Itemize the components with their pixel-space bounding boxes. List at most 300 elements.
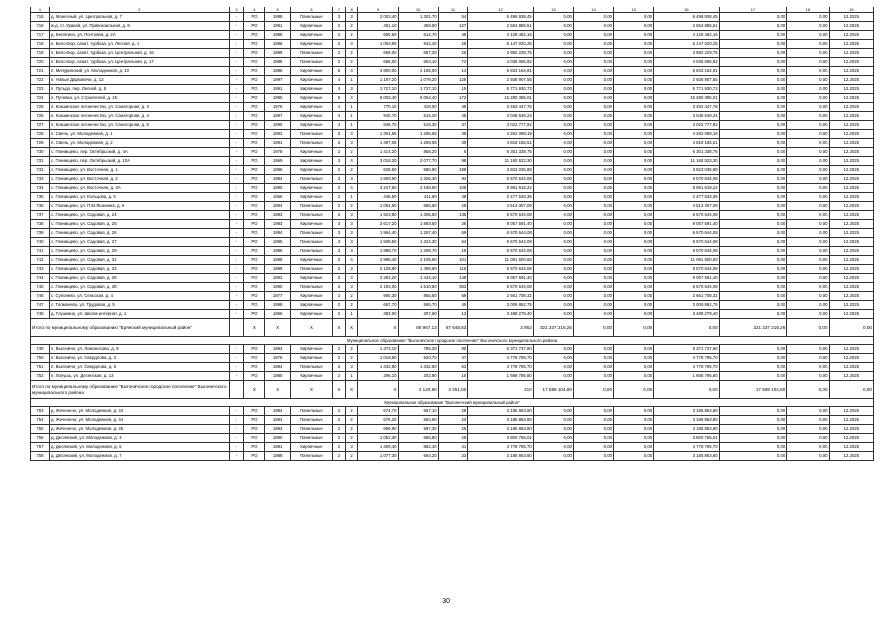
total-cell: 0,00 xyxy=(614,381,654,399)
table-cell: 2 xyxy=(333,443,346,452)
table-cell: Кирпичные xyxy=(290,112,332,121)
table-cell: 3 xyxy=(345,220,358,229)
table-cell: 734 xyxy=(31,184,50,193)
table-cell: 12.2025 xyxy=(829,247,873,256)
table-cell: 1 442,10 xyxy=(398,274,438,283)
table-cell: 0,00 xyxy=(787,443,829,452)
table-cell: 12.2025 xyxy=(829,103,873,112)
table-cell: 6 570 644,08 xyxy=(654,283,719,292)
address-cell: п. Кокшинское лесничество, ул. Санаторная, д. 3 xyxy=(50,103,230,112)
table-row xyxy=(31,292,874,301)
table-cell: 730 xyxy=(31,148,50,157)
table-cell: 0,00 xyxy=(533,283,573,292)
table-cell: РО xyxy=(244,22,265,31)
section-header-row xyxy=(31,337,874,345)
table-cell: 8 961 618,22 xyxy=(468,184,533,193)
table-cell: 12.2025 xyxy=(829,22,873,31)
table-cell: 2 003,40 xyxy=(358,13,398,22)
table-cell: 1 727,10 xyxy=(398,85,438,94)
table-cell: 6 570 644,08 xyxy=(468,238,533,247)
table-cell: РО xyxy=(244,434,265,443)
table-cell: 59 xyxy=(438,292,468,301)
table-cell: 0,00 xyxy=(533,274,573,283)
table-row xyxy=(31,13,874,22)
table-cell: 12.2025 xyxy=(829,345,873,354)
table-cell: 6 570 644,08 xyxy=(468,211,533,220)
table-cell: 0,00 xyxy=(533,363,573,372)
table-row xyxy=(31,184,874,193)
table-cell: 1984 xyxy=(265,425,290,434)
table-cell: 4 xyxy=(345,256,358,265)
table-cell: 1983 xyxy=(265,220,290,229)
table-cell: 0,00 xyxy=(787,292,829,301)
table-cell: 3 048 649,24 xyxy=(468,112,533,121)
column-number-cell: 8 xyxy=(345,7,358,13)
table-cell: 724 xyxy=(31,94,50,103)
table-cell: 0,00 xyxy=(533,130,573,139)
table-cell: 4 xyxy=(333,85,346,94)
total-cell xyxy=(229,381,244,399)
table-cell: 4 xyxy=(333,103,346,112)
table-cell: 3 489 279,40 xyxy=(654,310,719,319)
table-cell: 3 xyxy=(345,265,358,274)
table-cell: 1 xyxy=(345,76,358,85)
address-cell: с. Глинищево, ул. Садовая, д. 36 xyxy=(50,274,230,283)
table-cell: 0,00 xyxy=(787,76,829,85)
table-cell: 586,90 xyxy=(398,166,438,175)
table-cell: 26 xyxy=(438,202,468,211)
table-cell: 0,00 xyxy=(719,94,787,103)
table-cell: 735 xyxy=(31,193,50,202)
table-cell: 2 xyxy=(333,407,346,416)
table-cell: РО xyxy=(244,292,265,301)
table-cell: 0,00 xyxy=(787,283,829,292)
table-cell: 1 893,60 xyxy=(398,220,438,229)
table-cell: 12.2025 xyxy=(829,40,873,49)
table-cell: 0,00 xyxy=(533,139,573,148)
table-cell: 5 xyxy=(333,67,346,76)
table-cell: 0,00 xyxy=(614,363,654,372)
table-cell: 720 xyxy=(31,58,50,67)
table-cell: 0,00 xyxy=(719,130,787,139)
table-cell: 0,00 xyxy=(614,175,654,184)
table-cell: 653,10 xyxy=(398,58,438,67)
table-cell: - xyxy=(229,220,244,229)
table-cell: 5 771 930,73 xyxy=(654,85,719,94)
column-number-cell: 10 xyxy=(398,7,438,13)
table-cell: 2 xyxy=(333,425,346,434)
table-cell: 748 xyxy=(31,310,50,319)
column-number-cell: 6 xyxy=(290,7,332,13)
table-cell: 0,00 xyxy=(719,58,787,67)
table-cell: 9 057 591,40 xyxy=(468,220,533,229)
table-cell: 0,00 xyxy=(614,157,654,166)
address-cell: д. Глушкино, ул. Школа-интернат, д. 1 xyxy=(50,310,230,319)
table-cell: 4 778 795,70 xyxy=(468,363,533,372)
address-cell: п. Бело-Бор, санат. турбаза, ул. Центральная, д. 17 xyxy=(50,58,230,67)
total-cell: 67 648,83 xyxy=(438,319,468,337)
table-cell: 6 570 644,08 xyxy=(468,229,533,238)
table-cell: 0,00 xyxy=(719,443,787,452)
table-cell: 6 570 644,08 xyxy=(468,247,533,256)
table-cell: 733 xyxy=(31,175,50,184)
table-cell: 740 xyxy=(31,238,50,247)
table-cell: 1 269,08 xyxy=(398,139,438,148)
table-cell: 1991 xyxy=(265,139,290,148)
table-cell: - xyxy=(229,76,244,85)
table-cell: 751 xyxy=(31,363,50,372)
table-cell: 45 xyxy=(438,301,468,310)
table-cell: 739 xyxy=(31,229,50,238)
table-cell: 0,00 xyxy=(573,274,613,283)
table-cell: 1 923,80 xyxy=(358,211,398,220)
table-cell: 1997 xyxy=(265,112,290,121)
table-cell: 9 057 591,40 xyxy=(654,220,719,229)
table-cell: 12.2025 xyxy=(829,202,873,211)
table-cell: 1 305,60 xyxy=(398,211,438,220)
table-cell: 0,00 xyxy=(614,76,654,85)
table-cell: 0,00 xyxy=(614,184,654,193)
table-cell: 5 771 930,73 xyxy=(468,85,533,94)
column-number-cell: 18 xyxy=(787,7,829,13)
table-row xyxy=(31,148,874,157)
table-cell: 0,00 xyxy=(787,157,829,166)
table-cell: 0,00 xyxy=(614,67,654,76)
table-cell: 41 xyxy=(438,443,468,452)
table-cell: РО xyxy=(244,139,265,148)
table-cell: 12.2025 xyxy=(829,310,873,319)
table-cell: 2 xyxy=(345,434,358,443)
table-cell: 6 570 644,08 xyxy=(468,283,533,292)
table-cell: 0,00 xyxy=(614,166,654,175)
table-cell: 0,00 xyxy=(787,85,829,94)
table-cell: 0,00 xyxy=(533,58,573,67)
table-cell: - xyxy=(229,166,244,175)
table-cell: 3 185 863,80 xyxy=(654,452,719,461)
table-cell: 13 xyxy=(438,310,468,319)
table-cell: 0,00 xyxy=(533,94,573,103)
table-cell: - xyxy=(229,274,244,283)
table-row xyxy=(31,193,874,202)
table-cell: 721 xyxy=(31,67,50,76)
table-row xyxy=(31,434,874,443)
table-cell: 2 617,20 xyxy=(358,220,398,229)
table-cell: 3 xyxy=(345,443,358,452)
table-cell: - xyxy=(229,67,244,76)
table-cell: 6 371 737,60 xyxy=(468,345,533,354)
table-cell: 4 818 165,51 xyxy=(654,139,719,148)
table-cell: 2 xyxy=(345,407,358,416)
table-cell: 2 xyxy=(333,416,346,425)
table-cell: 1 324,30 xyxy=(398,238,438,247)
table-cell: 0,00 xyxy=(787,139,829,148)
address-cell: с. Супонево, ул. Сельская, д. 4 xyxy=(50,292,230,301)
table-cell: 1 063,90 xyxy=(358,40,398,49)
table-cell: РО xyxy=(244,40,265,49)
table-cell: 4 778 795,70 xyxy=(468,443,533,452)
table-row xyxy=(31,76,874,85)
table-cell: 0,00 xyxy=(787,301,829,310)
table-cell: 12.2025 xyxy=(829,130,873,139)
table-cell: 1 094,60 xyxy=(358,202,398,211)
table-row xyxy=(31,452,874,461)
table-cell: 0,00 xyxy=(787,148,829,157)
table-cell: 750 xyxy=(31,354,50,363)
table-cell: РО xyxy=(244,452,265,461)
table-cell: 63 xyxy=(438,363,468,372)
table-cell: РО xyxy=(244,175,265,184)
table-cell: 12.2025 xyxy=(829,256,873,265)
table-cell: 0,00 xyxy=(533,193,573,202)
address-cell: с. Толмачево, ул. Трудовая, д. 5 xyxy=(50,301,230,310)
table-cell: 0,00 xyxy=(573,345,613,354)
table-cell: 0,00 xyxy=(533,202,573,211)
table-cell: 2 xyxy=(345,301,358,310)
table-cell: 0,00 xyxy=(533,184,573,193)
address-cell: п. Выгоничи, ул. Ломоносова, д. 9 xyxy=(50,345,230,354)
table-cell: 0,00 xyxy=(533,238,573,247)
table-cell: 3 xyxy=(333,13,346,22)
table-cell: 1990 xyxy=(265,184,290,193)
table-cell: 12.2025 xyxy=(829,85,873,94)
table-cell: 12.2025 xyxy=(829,139,873,148)
table-cell: - xyxy=(229,345,244,354)
table-cell: 94 xyxy=(438,175,468,184)
table-cell: 0,00 xyxy=(614,292,654,301)
column-number-cell: 9 xyxy=(358,7,398,13)
table-cell: 1986 xyxy=(265,166,290,175)
table-cell: 12.2025 xyxy=(829,184,873,193)
table-cell: 1989 xyxy=(265,452,290,461)
table-cell: 1 299,70 xyxy=(398,247,438,256)
table-cell: 12.2025 xyxy=(829,13,873,22)
table-cell: 743 xyxy=(31,265,50,274)
total-cell: X xyxy=(244,381,265,399)
table-cell: РО xyxy=(244,211,265,220)
table-cell: 4 778 795,70 xyxy=(468,354,533,363)
address-cell: ж.д. ст. Уракай, ул. Привокзальная, д. 8 xyxy=(50,22,230,31)
table-cell: 0,00 xyxy=(533,157,573,166)
table-cell: 1 018,90 xyxy=(358,354,398,363)
total-cell: 86 967,13 xyxy=(398,319,438,337)
address-cell: д. Десянский, ул. Молодежная, д. 3 xyxy=(50,434,230,443)
table-cell: 1986 xyxy=(265,67,290,76)
table-cell: 3 xyxy=(345,247,358,256)
table-row xyxy=(31,416,874,425)
table-cell: 718 xyxy=(31,40,50,49)
table-row xyxy=(31,22,874,31)
table-cell: 0,00 xyxy=(533,49,573,58)
address-cell: с. Глинищево, ул. Восточная, д. 2 xyxy=(50,175,230,184)
table-cell: 0,00 xyxy=(573,67,613,76)
table-cell: 0,00 xyxy=(614,193,654,202)
table-cell: Кирпичные xyxy=(290,220,332,229)
address-cell: п. Бело-Бор, санат. турбаза, ул. Центральная, д. 16 xyxy=(50,49,230,58)
table-cell: 674,70 xyxy=(358,407,398,416)
table-cell: 0,00 xyxy=(719,220,787,229)
table-cell: 3 982 229,75 xyxy=(654,49,719,58)
table-cell: 0,00 xyxy=(533,229,573,238)
table-cell: 0,00 xyxy=(787,425,829,434)
table-cell: 15 280 385,01 xyxy=(654,94,719,103)
column-number-cell: 17 xyxy=(719,7,787,13)
table-cell: 6 570 644,08 xyxy=(654,175,719,184)
table-cell: 3 xyxy=(333,175,346,184)
table-cell: 0,00 xyxy=(573,211,613,220)
table-cell: 1989 xyxy=(265,265,290,274)
table-cell: 594,60 xyxy=(398,416,438,425)
table-cell: 1 332,60 xyxy=(398,363,438,372)
table-cell: 3 452 447,78 xyxy=(654,103,719,112)
total-cell: 3 251,00 xyxy=(438,381,468,399)
address-cell: с. Глинищево, ул. Садовая, д. 33 xyxy=(50,265,230,274)
table-cell: 1976 xyxy=(265,354,290,363)
address-cell: с. Глинищево, ул. Садовая, д. 24 xyxy=(50,211,230,220)
table-cell: Панельные xyxy=(290,452,332,461)
table-cell: 0,00 xyxy=(533,13,573,22)
table-cell: 3 022 777,92 xyxy=(654,121,719,130)
table-cell: 2 661 708,32 xyxy=(654,292,719,301)
table-cell: 0,00 xyxy=(719,121,787,130)
address-cell: с. Глинищево, ул. Садовая, д. 26 xyxy=(50,229,230,238)
table-cell: РО xyxy=(244,265,265,274)
table-cell: Панельные xyxy=(290,175,332,184)
table-cell: 0,00 xyxy=(533,416,573,425)
table-cell: 0,00 xyxy=(573,247,613,256)
table-cell: 0,00 xyxy=(787,166,829,175)
table-cell: 1990 xyxy=(265,434,290,443)
table-cell: 0,00 xyxy=(573,238,613,247)
table-cell: 3 xyxy=(333,130,346,139)
table-cell: 3 xyxy=(345,175,358,184)
table-cell: 0,00 xyxy=(533,310,573,319)
table-cell: 202,80 xyxy=(398,372,438,381)
table-cell: 0,00 xyxy=(573,372,613,381)
table-cell: - xyxy=(229,13,244,22)
total-cell: 0,00 xyxy=(829,381,873,399)
column-number-cell: 15 xyxy=(614,7,654,13)
table-cell: 2 xyxy=(345,452,358,461)
table-row xyxy=(31,112,874,121)
table-cell: 3 489 279,40 xyxy=(468,310,533,319)
table-cell: 26 xyxy=(438,220,468,229)
table-cell: 3 xyxy=(345,238,358,247)
table-cell: 98 xyxy=(438,157,468,166)
table-cell: 0,00 xyxy=(719,76,787,85)
table-cell: 0,00 xyxy=(614,407,654,416)
table-cell: 655,80 xyxy=(398,434,438,443)
table-cell: РО xyxy=(244,67,265,76)
address-cell: п. Кокшинское лесничество, ул. Санаторная, д. 5 xyxy=(50,121,230,130)
table-cell: 0,00 xyxy=(719,166,787,175)
table-cell: 6 371 737,60 xyxy=(654,345,719,354)
table-cell: 47 xyxy=(438,354,468,363)
table-cell: 12.2025 xyxy=(829,265,873,274)
table-cell: 3 185 863,80 xyxy=(468,407,533,416)
table-cell: 785,20 xyxy=(398,345,438,354)
table-cell: 0,00 xyxy=(787,13,829,22)
table-cell: РО xyxy=(244,94,265,103)
table-row xyxy=(31,220,874,229)
table-cell: 4 xyxy=(345,94,358,103)
address-cell: с. Глинищево, ул. Садовая, д. 38 xyxy=(50,283,230,292)
table-cell: 6 147 020,25 xyxy=(468,40,533,49)
total-cell: X xyxy=(333,319,346,337)
table-cell: 729 xyxy=(31,139,50,148)
table-cell: 658,00 xyxy=(358,58,398,67)
table-cell: 727 xyxy=(31,121,50,130)
table-cell: 0,00 xyxy=(614,40,654,49)
table-cell: 49 xyxy=(438,31,468,40)
table-cell: 2 xyxy=(345,292,358,301)
table-cell: 0,00 xyxy=(719,157,787,166)
table-cell: 3 982 229,75 xyxy=(468,49,533,58)
table-cell: РО xyxy=(244,416,265,425)
table-cell: 12.2025 xyxy=(829,292,873,301)
table-cell: 2 xyxy=(345,166,358,175)
table-cell: Панельные xyxy=(290,425,332,434)
table-cell: 0,00 xyxy=(614,202,654,211)
table-cell: 0,00 xyxy=(787,58,829,67)
address-cell: п. Выгоничи, ул. Свердлова, д. 3 xyxy=(50,354,230,363)
table-cell: Кирпичные xyxy=(290,372,332,381)
table-cell: 3 xyxy=(333,238,346,247)
table-cell: 2 xyxy=(345,31,358,40)
table-cell: 446,50 xyxy=(358,193,398,202)
total-cell: 0,00 xyxy=(787,319,829,337)
table-cell: 940,70 xyxy=(358,112,398,121)
table-cell: - xyxy=(229,372,244,381)
table-cell: 0,00 xyxy=(573,256,613,265)
table-cell: 0,00 xyxy=(719,139,787,148)
table-cell: 1 668 795,80 xyxy=(468,372,533,381)
address-cell: с. Глинищево, ул. Кольцова, д. 6 xyxy=(50,193,230,202)
table-cell: РО xyxy=(244,372,265,381)
column-number-cell: 7 xyxy=(333,7,346,13)
table-cell: 732 xyxy=(31,166,50,175)
table-cell: 127 xyxy=(438,22,468,31)
table-cell: 1 301,70 xyxy=(398,13,438,22)
table-cell: РО xyxy=(244,354,265,363)
table-cell: 101 xyxy=(438,256,468,265)
table-cell: 1 397,08 xyxy=(358,139,398,148)
total-cell: X xyxy=(290,381,332,399)
table-cell: 12.2025 xyxy=(829,372,873,381)
table-cell: 0,00 xyxy=(614,94,654,103)
table-cell: 1969 xyxy=(265,157,290,166)
total-cell: 210 xyxy=(468,381,533,399)
table-cell: 0,00 xyxy=(719,103,787,112)
table-cell: 0,00 xyxy=(719,67,787,76)
table-cell: - xyxy=(229,310,244,319)
table-cell: - xyxy=(229,452,244,461)
table-cell: 1966 xyxy=(265,193,290,202)
table-cell: 23 xyxy=(438,416,468,425)
table-cell: 0,00 xyxy=(719,372,787,381)
table-cell: РО xyxy=(244,148,265,157)
total-row xyxy=(31,319,874,337)
table-cell: 6 570 644,08 xyxy=(654,265,719,274)
table-cell: 1 510,50 xyxy=(398,283,438,292)
table-cell: 1 964,40 xyxy=(358,229,398,238)
table-cell: 5 833 164,91 xyxy=(468,67,533,76)
table-cell: 3 xyxy=(333,139,346,148)
table-cell: 3 009 862,75 xyxy=(468,301,533,310)
table-cell: - xyxy=(229,229,244,238)
table-cell: 3 185 863,80 xyxy=(654,425,719,434)
table-cell: 587,10 xyxy=(398,407,438,416)
table-cell: - xyxy=(229,265,244,274)
